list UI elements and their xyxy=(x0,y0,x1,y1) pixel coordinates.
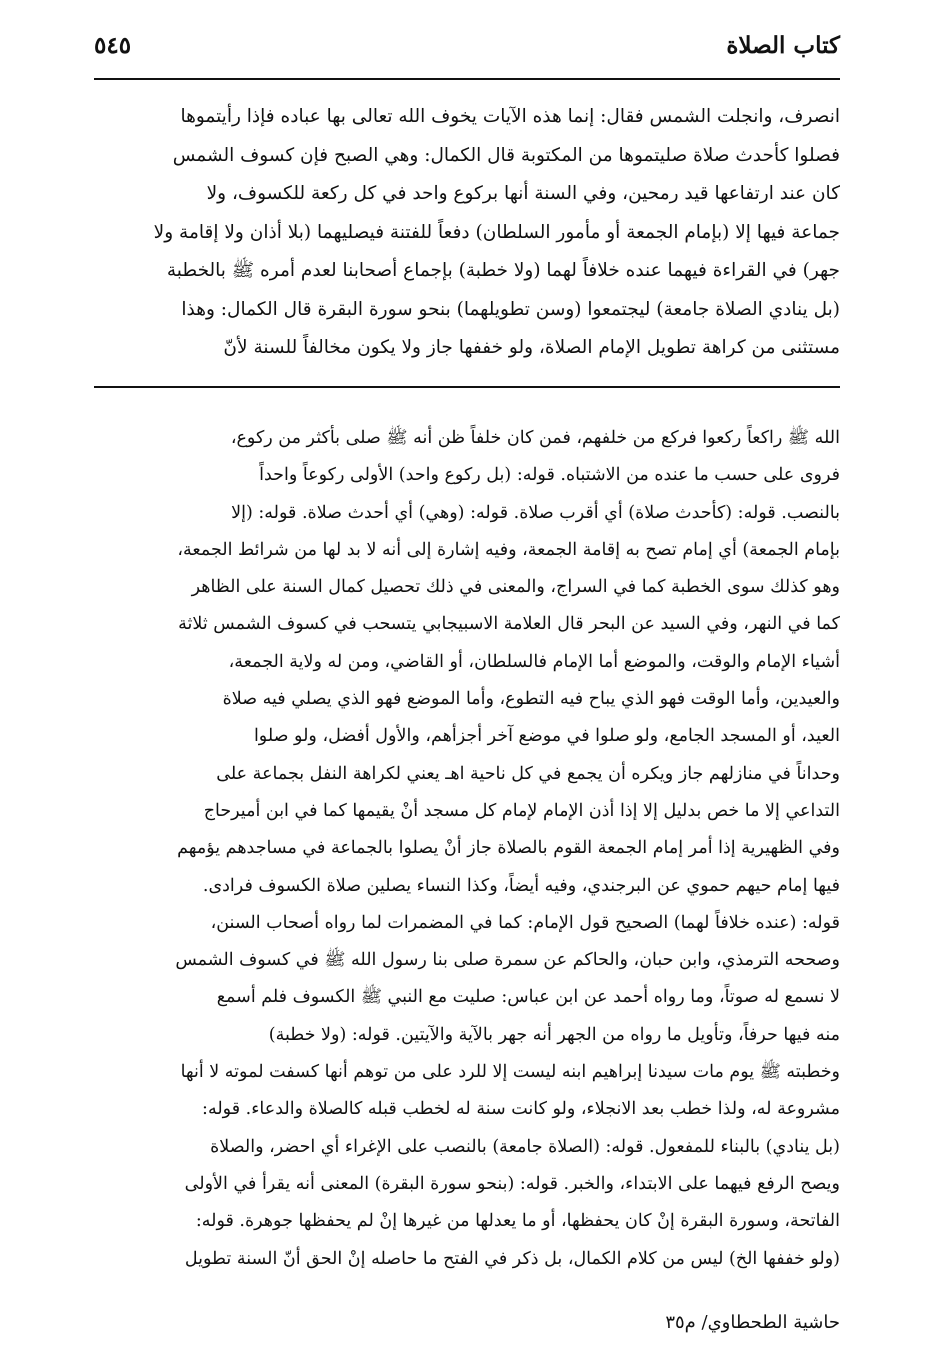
main-text xyxy=(94,98,840,368)
footnote-line: بالنصب. قوله: (كأحدث صلاة) أي أقرب صلاة. قوله: (وهي) أي أحدث صلاة. قوله: (إلا xyxy=(231,502,840,523)
footnote-line: وخطبته ﷺ يوم مات سيدنا إبراهيم ابنه ليست إلا للرد على من توهم أنها كسفت لموته لا أنها xyxy=(180,1062,840,1083)
footnote-line: مشروعة له، ولذا خطب بعد الانجلاء، ولو كانت سنة له لخطب قبله كالصلاة والدعاء. قوله: xyxy=(202,1099,840,1120)
footnote-line: وحداناً في منازلهم جاز ويكره أن يجمع في كل ناحية اهـ يعني لكراهة النفل بجماعة على xyxy=(216,763,840,784)
footnote-line: بإمام الجمعة) أي إمام تصح به إقامة الجمعة، وفيه إشارة إلى أنه لا بد لها من شرائط الجمعة، xyxy=(177,539,840,560)
footnote-line: قوله: (عنده خلافاً لهما) الصحيح قول الإمام: كما في المضمرات لما رواه أصحاب السنن، xyxy=(210,912,840,933)
footnote-line: الفاتحة، وسورة البقرة إنْ كان يحفظها، أو ما يعدلها من غيرها إنْ لم يحفظها جوهرة. قوله: xyxy=(195,1211,840,1232)
footnote-line: (بل ينادي) بالبناء للمفعول. قوله: (الصلاة جامعة) بالنصب على الإغراء أي احضر، والصلاة xyxy=(210,1136,840,1157)
main-line: جهر) في القراءة فيهما عنده خلافاً لهما (ولا خطبة) بإجماع أصحابنا لعدم أمره ﷺ بالخطبة xyxy=(166,260,840,281)
main-line: جماعة فيها إلا (بإمام الجمعة أو مأمور السلطان) دفعاً للفتنة فيصليهما (بلا أذان ولا إقامة ولا xyxy=(153,221,840,243)
footnote-line: أشياء الإمام والوقت، والموضع أما الإمام فالسلطان، أو القاضي، ومن له ولاية الجمعة، xyxy=(228,651,840,672)
page-number: ٥٤٥ xyxy=(94,32,132,59)
footnote-line: وهو كذلك سوى الخطبة كما في السراج، والمعنى في ذلك تحصيل كمال السنة على الظاهر xyxy=(191,577,840,598)
footnote-line: وفي الظهيرية إذا أمر إمام الجمعة القوم بالصلاة جاز أنْ يصلوا بالجماعة في مساجدهم يؤمهم xyxy=(177,838,840,859)
main-line: انصرف، وانجلت الشمس فقال: إنما هذه الآيات يخوف الله تعالى بها عباده فإذا رأيتموها xyxy=(180,106,840,127)
footnote-line: التداعي إلا ما خص بدليل إلا إذا أذن الإمام لإمام كل مسجد أنْ يقيمها كما في ابن أميرحاج xyxy=(203,800,840,821)
footnote-line: الله ﷺ راكعاً ركعوا فركع من خلفهم، فمن كان خلفاً ظن أنه ﷺ صلى بأكثر من ركوع، xyxy=(230,428,840,448)
footnote-line: العيد، أو المسجد الجامع، ولو صلوا في موضع آخر أجزأهم، والأول أفضل، ولو صلوا xyxy=(253,726,840,747)
header-rule xyxy=(94,78,840,80)
main-line: مستثنى من كراهة تطويل الإمام الصلاة، ولو خففها جاز ولا يكون مخالفاً للسنة لأنّ xyxy=(223,337,840,358)
footnote-line: (ولو خففها الخ) ليس من كلام الكمال، بل ذكر في الفتح ما حاصله إنْ الحق أنّ السنة تطويل xyxy=(184,1248,840,1269)
book-signature-mark: حاشية الطحطاوي/ م٣٥ xyxy=(665,1312,840,1333)
chapter-title: كتاب الصلاة xyxy=(726,32,840,59)
main-line: فصلوا كأحدث صلاة صليتموها من المكتوبة قال الكمال: وهي الصبح فإن كسوف الشمس xyxy=(172,144,840,166)
footnote-separator xyxy=(94,386,840,388)
footnote-line: ويصح الرفع فيهما على الابتداء، والخبر. قوله: (بنحو سورة البقرة) المعنى أنه يقرأ في الأولى xyxy=(184,1173,840,1194)
footnote-text xyxy=(94,420,840,1278)
footnote-line: لا نسمع له صوتاً، وما رواه أحمد عن ابن عباس: صليت مع النبي ﷺ الكسوف فلم أسمع xyxy=(216,987,840,1008)
running-header xyxy=(94,28,840,68)
footnote-line: وصححه الترمذي، وابن حبان، والحاكم عن سمرة صلى بنا رسول الله ﷺ في كسوف الشمس xyxy=(175,950,840,971)
footnote-line: فيها إمام حيهم حموي عن البرجندي، وفيه أيضاً، وكذا النساء يصلين صلاة الكسوف فرادى. xyxy=(202,875,840,896)
main-line: (بل ينادي الصلاة جامعة) ليجتمعوا (وسن تطويلهما) بنحو سورة البقرة قال الكمال: وهذا xyxy=(181,298,840,320)
footnote-line: كما في النهر، وفي السيد عن البحر قال العلامة الاسبيجابي يتسحب في كسوف الشمس ثلاثة xyxy=(178,614,840,635)
main-line: كان عند ارتفاعها قيد رمحين، وفي السنة أنها بركوع واحد في كل ركعة للكسوف، ولا xyxy=(206,183,840,204)
footnote-line: فروى على حسب ما عنده من الاشتباه. قوله: (بل ركوع واحد) الأولى ركوعاً واحداً xyxy=(259,465,840,486)
footnote-line: منه فيها حرفاً، وتأويل ما رواه من الجهر أنه جهر بالآية والآيتين. قوله: (ولا خطبة) xyxy=(268,1024,840,1045)
footnote-line: والعيدين، وأما الوقت فهو الذي يباح فيه التطوع، وأما الموضع فهو الذي يصلي فيه صلاة xyxy=(222,689,840,710)
